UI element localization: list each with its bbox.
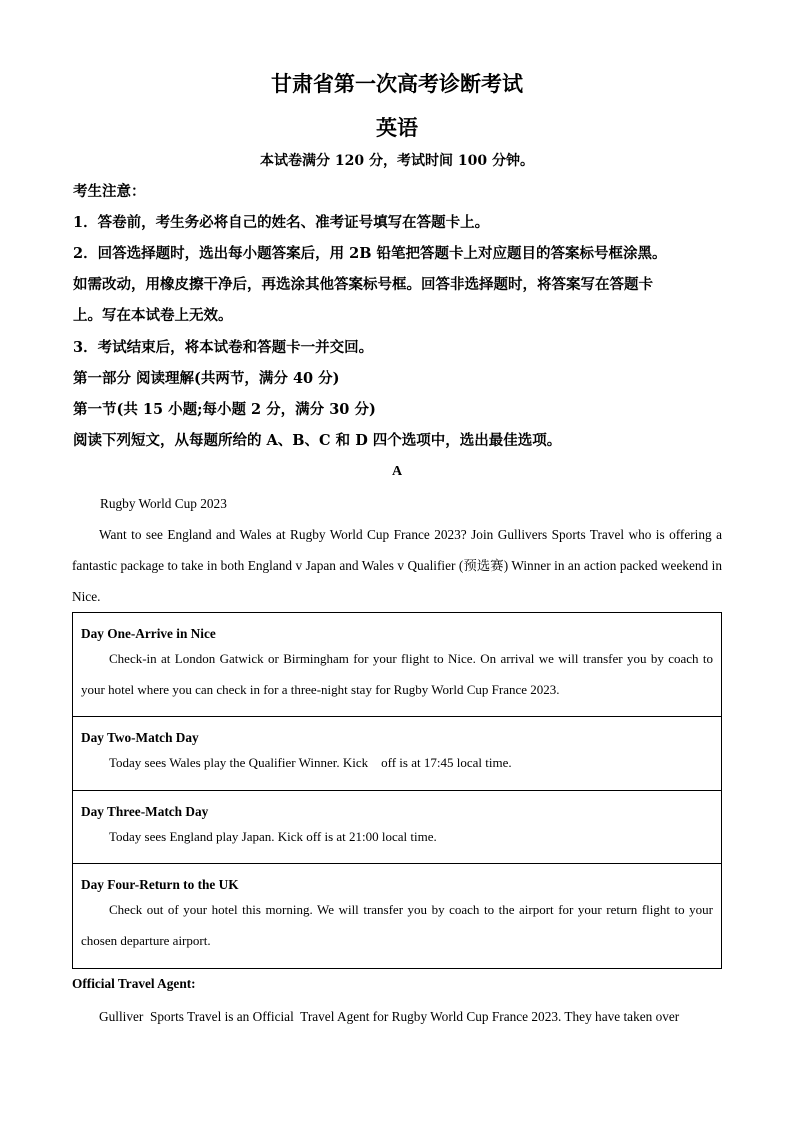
itinerary-day-body [81,894,713,956]
passage-intro-text: Want to see England and Wales at Rugby World Cup France 2023? Join Gullivers Sports Travel who is offering a fantastic package to take in both England v Japan and Wales v Qualifier (预选赛) Winner in an action packed weekend in Nice. [72,527,722,604]
agent-paragraph [72,1001,722,1032]
itinerary-day-title: Day One-Arrive in Nice [81,626,216,641]
itinerary-day-1 [73,613,721,717]
passage-intro [72,519,722,612]
itinerary-day-body-text: Check out of your hotel this morning. We will transfer you by coach to the airport for your return flight to your chosen departure airport. [81,902,713,948]
passage-heading: Rugby World Cup 2023 [100,496,227,511]
itinerary-day-body-text: Today sees England play Japan. Kick off is at 21:00 local time. [109,829,437,844]
itinerary-day-title: Day Four-Return to the UK [81,877,239,892]
notice-item-3: 3．考试结束后，将本试卷和答题卡一并交回。 [73,339,374,356]
agent-paragraph-text: Gulliver Sports Travel is an Official Travel Agent for Rugby World Cup France 2023. They have taken over [99,1009,680,1024]
notice-item-2-line-2: 如需改动，用橡皮擦干净后，再选涂其他答案标号框。回答非选择题时，将答案写在答题卡 [73,276,653,293]
itinerary-day-body-text: Today sees Wales play the Qualifier Winner. Kick off is at 17:45 local time. [109,755,512,770]
notice-heading: 考生注意： [73,183,146,200]
agent-heading: Official Travel Agent: [72,976,196,991]
passage-label: A [391,464,403,479]
itinerary-day-body [81,643,713,705]
section-heading: 第一节(共 15 小题;每小题 2 分，满分 30 分) [73,401,376,418]
itinerary-day-body [81,821,713,852]
part-heading: 第一部分 阅读理解(共两节，满分 40 分) [73,370,340,387]
itinerary-day-2 [73,717,721,791]
notice-item-2-line-1: 2．回答选择题时，选出每小题答案后，用 2B 铅笔把答题卡上对应题目的答案标号框涂黑。 [73,245,667,262]
notice-item-2-line-3: 上。写在本试卷上无效。 [73,307,233,324]
instruction: 阅读下列短文，从每题所给的 A、B、C 和 D 四个选项中，选出最佳选项。 [73,432,562,449]
itinerary-day-body-text: Check-in at London Gatwick or Birmingham for your flight to Nice. On arrival we will transfer you by coach to your hotel where you can check in for a three-night stay for Rugby World Cup France 2023. [81,651,713,697]
itinerary-day-4 [73,864,721,968]
itinerary-day-title: Day Three-Match Day [81,804,209,819]
itinerary-day-title: Day Two-Match Day [81,730,199,745]
exam-info: 本试卷满分 120 分，考试时间 100 分钟。 [260,153,534,169]
notice-item-1: 1．答卷前，考生务必将自己的姓名、准考证号填写在答题卡上。 [73,214,490,231]
itinerary-table [72,612,722,969]
itinerary-day-3 [73,791,721,864]
subject-title: 英语 [376,115,418,140]
itinerary-day-body [81,747,713,778]
exam-title: 甘肃省第一次高考诊断考试 [271,71,523,96]
